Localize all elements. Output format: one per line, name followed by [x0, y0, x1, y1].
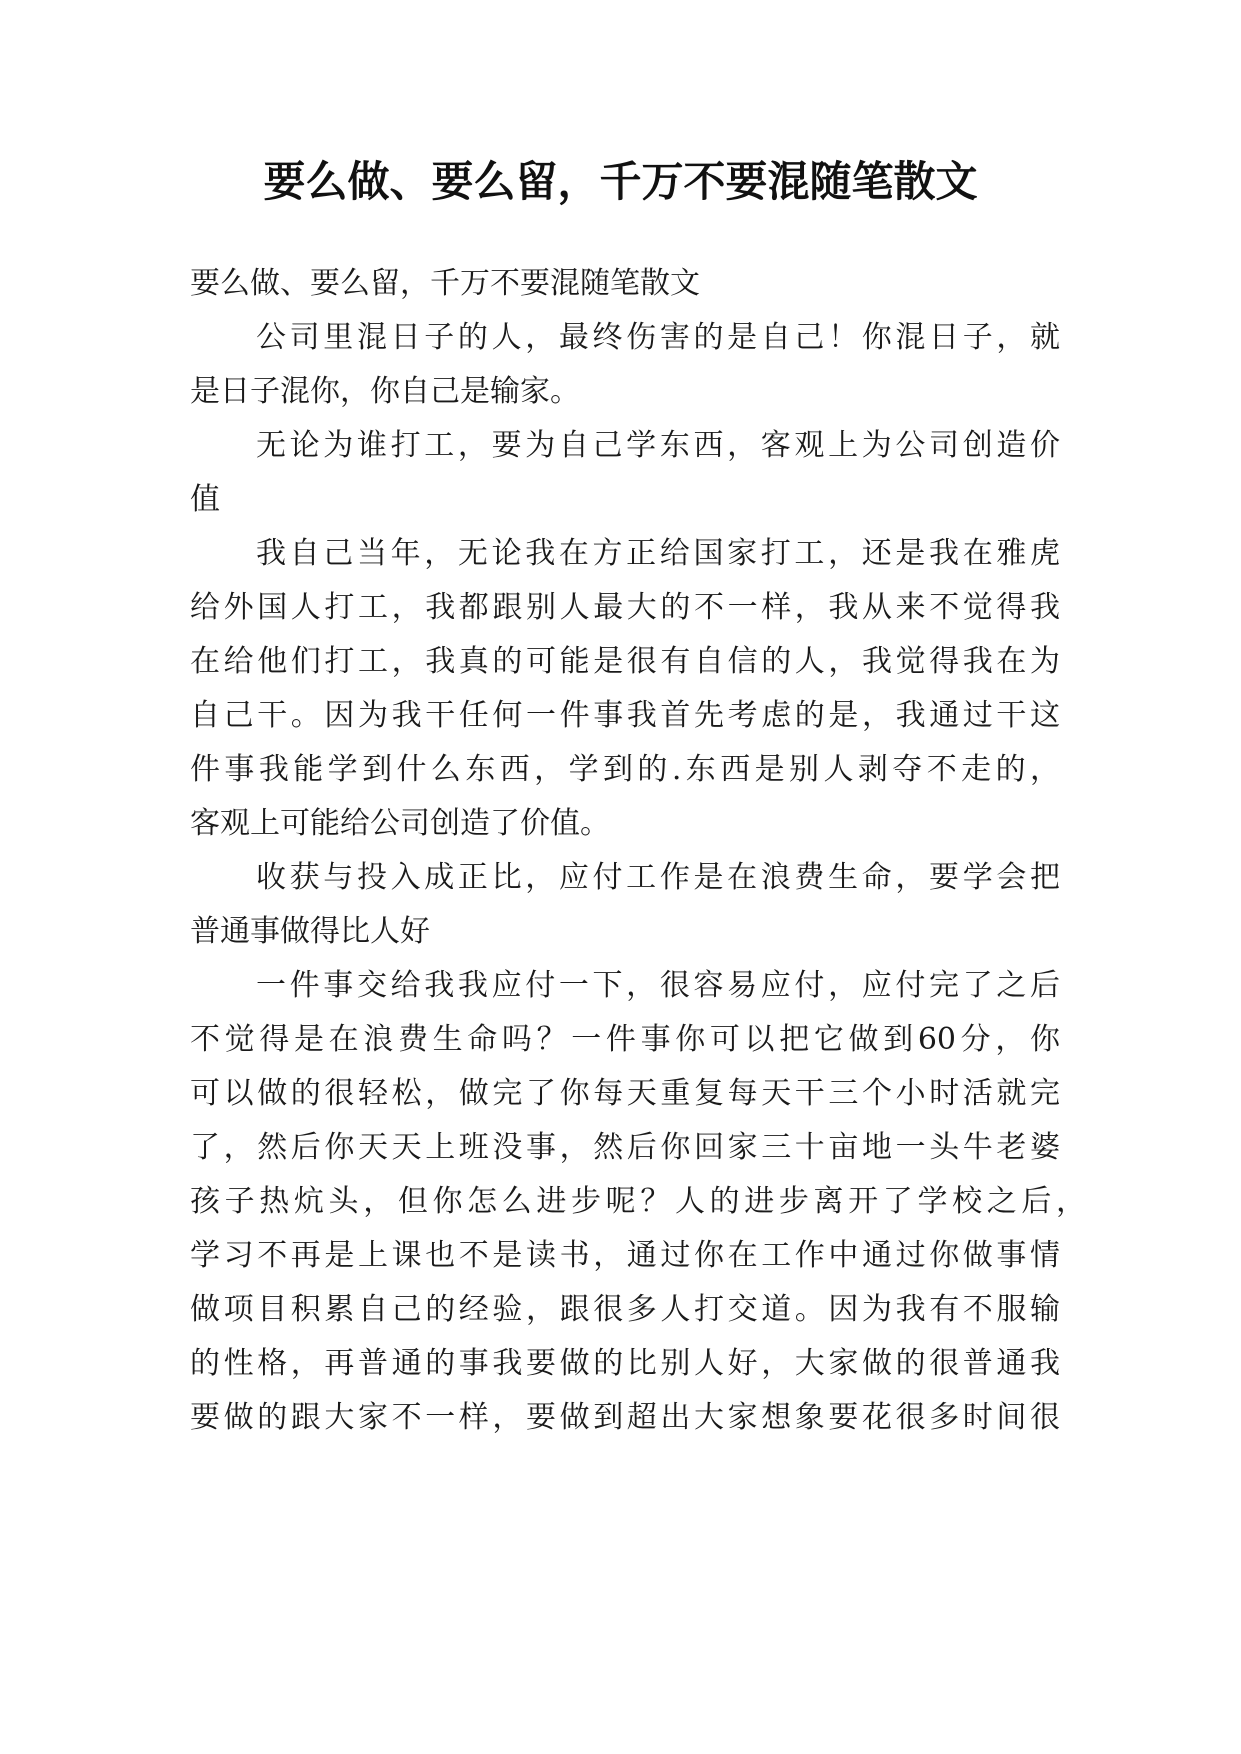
body-line: 给外国人打工，我都跟别人最大的不一样，我从来不觉得我 — [190, 590, 1060, 625]
body-line: 件事我能学到什么东西，学到的.东西是别人剥夺不走的， — [190, 752, 1060, 787]
body-line: 的性格，再普通的事我要做的比别人好，大家做的很普通我 — [190, 1346, 1060, 1381]
body-line: 自己干。因为我干任何一件事我首先考虑的是，我通过干这 — [190, 698, 1060, 733]
body-line: 做项目积累自己的经验，跟很多人打交道。因为我有不服输 — [190, 1292, 1060, 1327]
body-line: 无论为谁打工，要为自己学东西，客观上为公司创造价 — [256, 428, 1060, 463]
body-line: 普通事做得比人好 — [190, 914, 430, 949]
body-line: 可以做的很轻松，做完了你每天重复每天干三个小时活就完 — [190, 1076, 1060, 1111]
body-line: 孩子热炕头，但你怎么进步呢？人的进步离开了学校之后， — [190, 1184, 1086, 1219]
body-line: 不觉得是在浪费生命吗？一件事你可以把它做到60分，你 — [190, 1022, 1060, 1057]
body-line: 要么做、要么留，千万不要混随笔散文 — [190, 266, 700, 301]
body-line: 在给他们打工，我真的可能是很有自信的人，我觉得我在为 — [190, 644, 1060, 679]
body-line: 一件事交给我我应付一下，很容易应付，应付完了之后 — [256, 968, 1060, 1003]
body-line: 客观上可能给公司创造了价值。 — [190, 806, 610, 841]
document-title: 要么做、要么留，千万不要混随笔散文 — [263, 157, 978, 206]
body-line: 要做的跟大家不一样，要做到超出大家想象要花很多时间很 — [190, 1400, 1060, 1435]
body-line: 公司里混日子的人，最终伤害的是自己！你混日子，就 — [256, 320, 1060, 355]
body-line: 收获与投入成正比，应付工作是在浪费生命，要学会把 — [256, 860, 1060, 895]
body-line: 是日子混你，你自己是输家。 — [190, 374, 580, 409]
body-line: 我自己当年，无论我在方正给国家打工，还是我在雅虎 — [256, 536, 1060, 571]
body-line: 学习不再是上课也不是读书，通过你在工作中通过你做事情 — [190, 1238, 1060, 1273]
body-line: 值 — [190, 482, 220, 517]
body-line: 了，然后你天天上班没事，然后你回家三十亩地一头牛老婆 — [190, 1130, 1060, 1165]
